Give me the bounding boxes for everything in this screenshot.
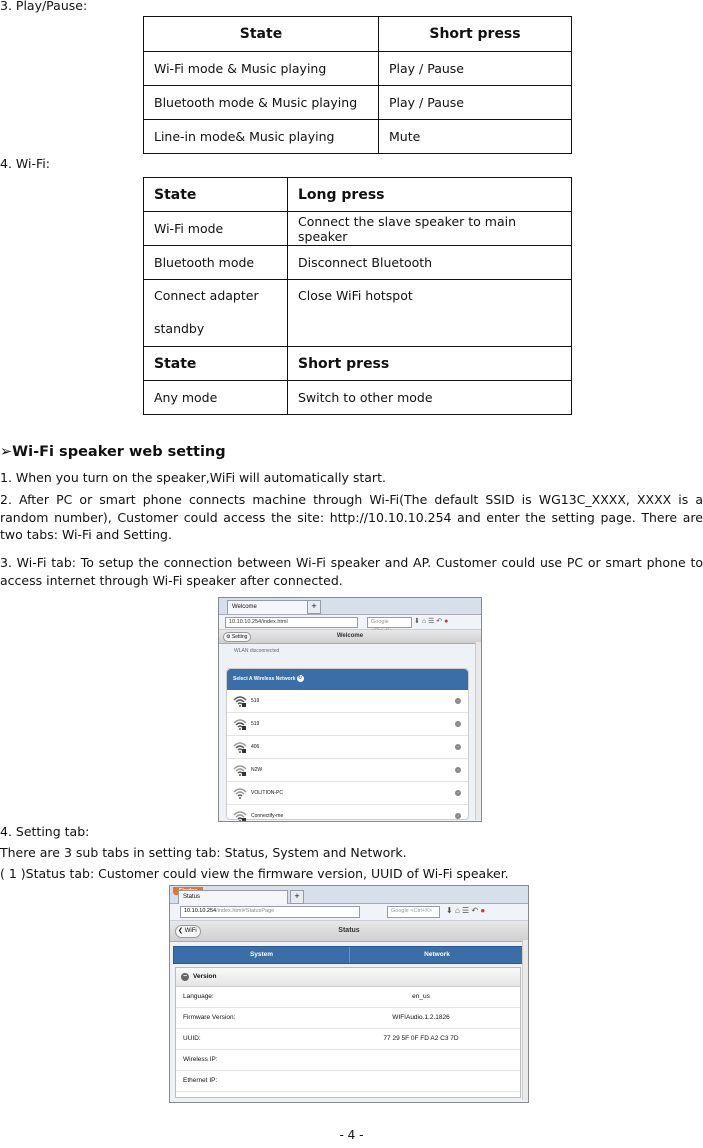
heading-text: Wi-Fi speaker web setting xyxy=(12,444,226,460)
status-page-screenshot xyxy=(169,885,529,1103)
tab-title: Status xyxy=(183,894,201,900)
page-header xyxy=(170,921,528,942)
chevron-right-icon: › xyxy=(455,698,461,704)
network-list-item[interactable] xyxy=(227,736,468,759)
tab-system[interactable]: System xyxy=(174,947,350,963)
wifi-signal-icon xyxy=(233,717,247,731)
network-list-header xyxy=(227,669,468,690)
info-value: WIFIAudio.1.2.1826 xyxy=(392,1014,450,1021)
new-tab-icon[interactable]: + xyxy=(290,890,304,904)
info-row xyxy=(176,1071,520,1092)
network-list-title: Select A Wireless Network xyxy=(233,676,296,682)
chevron-right-icon: › xyxy=(455,790,461,796)
table-cell: Mute xyxy=(379,120,572,154)
refresh-icon[interactable]: ↻ xyxy=(298,675,303,682)
extension-icon[interactable]: ● xyxy=(444,618,449,625)
scrollbar[interactable] xyxy=(475,642,481,820)
table-header: Long press xyxy=(288,178,572,212)
table-cell: Connect the slave speaker to main speaker xyxy=(288,212,572,246)
wifi-page-screenshot xyxy=(218,597,482,822)
table-cell: Play / Pause xyxy=(379,52,572,86)
tab-network[interactable]: Network xyxy=(424,951,450,958)
info-label: UUID: xyxy=(183,1035,201,1042)
extension-icon[interactable]: ● xyxy=(480,906,486,915)
download-icon[interactable]: ⬇ xyxy=(414,618,420,625)
section-3-label: 3. Play/Pause: xyxy=(0,0,88,13)
table-cell: Disconnect Bluetooth xyxy=(288,246,572,280)
paragraph: 3. Wi-Fi tab: To setup the connection between Wi-Fi speaker and AP. Customer could use PC or smart phone to access internet through Wi-Fi speaker after connected. xyxy=(0,555,703,588)
page-header xyxy=(219,630,481,644)
toolbar-icons xyxy=(414,617,448,627)
cell-line: Connect adapter xyxy=(154,288,259,303)
back-icon[interactable]: ↶ xyxy=(471,906,479,915)
info-row xyxy=(176,1050,520,1071)
wifi-label: WiFi xyxy=(184,928,197,934)
browser-tab[interactable] xyxy=(178,890,288,904)
collapse-icon: − xyxy=(182,973,188,980)
chevron-right-icon: › xyxy=(455,767,461,773)
paragraph: 2. After PC or smart phone connects machine through Wi-Fi(The default SSID is WG13C_XXXX, XXXX is a random number), Customer could access the site: http://10.10.10.254 and enter the setting page. There are two tabs: Wi-Fi and Setting. xyxy=(0,492,703,542)
paragraph: ( 1 )Status tab: Customer could view the firmware version, UUID of Wi-Fi speaker. xyxy=(0,866,509,881)
network-list-panel xyxy=(226,668,469,820)
wifi-signal-icon xyxy=(233,740,247,754)
table-cell: Bluetooth mode xyxy=(144,246,288,280)
new-tab-icon[interactable]: + xyxy=(307,600,321,614)
wifi-signal-icon xyxy=(233,809,247,822)
table-header: State xyxy=(144,178,288,212)
network-name: 519 xyxy=(251,698,260,704)
web-setting-heading xyxy=(0,444,226,460)
chevron-right-icon: › xyxy=(455,813,461,819)
url-field[interactable] xyxy=(180,906,360,918)
wifi-signal-icon xyxy=(233,694,247,708)
url-host: 10.10.10.254 xyxy=(184,908,217,914)
table-cell xyxy=(144,280,288,347)
info-label: Ethernet IP: xyxy=(183,1077,218,1084)
url-path: /index.html#StatusPage xyxy=(216,908,275,914)
section-4b-label: 4. Setting tab: xyxy=(0,824,90,839)
bullet-arrow-icon: ➢ xyxy=(0,444,13,460)
info-row xyxy=(176,987,520,1008)
network-list-item[interactable] xyxy=(227,759,468,782)
play-pause-table xyxy=(143,16,572,154)
info-label: Firmware Version: xyxy=(183,1014,236,1021)
table-cell: Line-in mode& Music playing xyxy=(144,120,379,154)
network-list-item[interactable] xyxy=(227,805,468,822)
wifi-table xyxy=(143,177,572,415)
url-field[interactable]: 10.10.10.254/index.html xyxy=(225,617,358,628)
network-list-item[interactable] xyxy=(227,782,468,805)
url-bar xyxy=(219,615,481,630)
url-bar xyxy=(170,904,528,921)
section-4-label: 4. Wi-Fi: xyxy=(0,156,50,171)
info-value: 77 29 5F 0F FD A2 C3 7D xyxy=(383,1035,459,1042)
info-label: Wireless IP: xyxy=(183,1056,218,1063)
home-icon[interactable]: ⌂ xyxy=(454,906,460,915)
bookmark-icon[interactable]: ☰ xyxy=(428,618,435,625)
scrollbar[interactable] xyxy=(522,940,528,1100)
page-title: Status xyxy=(338,927,360,934)
info-row xyxy=(176,1008,520,1029)
page-title: Welcome xyxy=(336,633,364,639)
info-label: Language: xyxy=(183,993,214,1000)
network-list-item[interactable] xyxy=(227,713,468,736)
wifi-signal-icon xyxy=(233,786,247,800)
toolbar-icons xyxy=(446,906,485,916)
network-list-item[interactable] xyxy=(227,690,468,713)
bookmark-icon[interactable]: ☰ xyxy=(462,906,470,915)
table-cell xyxy=(288,280,572,347)
table-cell: Switch to other mode xyxy=(288,381,572,415)
chevron-right-icon: › xyxy=(455,721,461,727)
browser-tab-bar xyxy=(170,886,528,904)
download-icon[interactable]: ⬇ xyxy=(446,906,453,915)
cell-line: Close WiFi hotspot xyxy=(298,288,413,303)
info-value: en_us xyxy=(412,993,430,1000)
paragraph: 1. When you turn on the speaker,WiFi will automatically start. xyxy=(0,470,386,485)
wifi-signal-icon xyxy=(233,763,247,777)
version-section-header[interactable] xyxy=(176,968,520,987)
network-name: VOLITION-PC xyxy=(251,790,283,796)
tab-title: Welcome xyxy=(232,604,257,610)
network-name: 406 xyxy=(251,744,260,750)
setting-label: Setting xyxy=(231,634,248,640)
table-header: Short press xyxy=(379,17,572,52)
wifi-button[interactable] xyxy=(175,925,201,938)
back-icon[interactable]: ↶ xyxy=(436,618,443,625)
network-name: N2W xyxy=(251,767,263,773)
table-cell: Play / Pause xyxy=(379,86,572,120)
section-title: Version xyxy=(193,973,217,980)
table-header: State xyxy=(144,347,288,381)
browser-tab[interactable] xyxy=(227,600,312,614)
cell-line: standby xyxy=(154,321,205,336)
search-field[interactable]: Google <Ctrl+K> xyxy=(387,906,440,918)
info-row xyxy=(176,1029,520,1050)
browser-tab-bar xyxy=(219,598,481,615)
search-field[interactable]: Google xyxy=(367,617,412,628)
setting-button[interactable] xyxy=(223,632,251,642)
chevron-left-icon: ❮ xyxy=(178,928,184,934)
gear-icon: ⚙ xyxy=(226,634,231,640)
table-cell: Bluetooth mode & Music playing xyxy=(144,86,379,120)
table-cell: Any mode xyxy=(144,381,288,415)
table-header: Short press xyxy=(288,347,572,381)
home-icon[interactable]: ⌂ xyxy=(421,618,427,625)
wlan-status: WLAN disconnected xyxy=(234,648,280,654)
paragraph: There are 3 sub tabs in setting tab: Status, System and Network. xyxy=(0,845,407,860)
version-panel xyxy=(175,967,521,1098)
table-cell: Wi-Fi mode & Music playing xyxy=(144,52,379,86)
setting-subtabs xyxy=(173,946,525,964)
table-cell: Wi-Fi mode xyxy=(144,212,288,246)
chevron-right-icon: › xyxy=(455,744,461,750)
network-name: Connectify-me xyxy=(251,813,284,819)
network-name: 519 xyxy=(251,721,260,727)
table-header: State xyxy=(144,17,379,52)
page-number: - 4 - xyxy=(339,1128,364,1142)
